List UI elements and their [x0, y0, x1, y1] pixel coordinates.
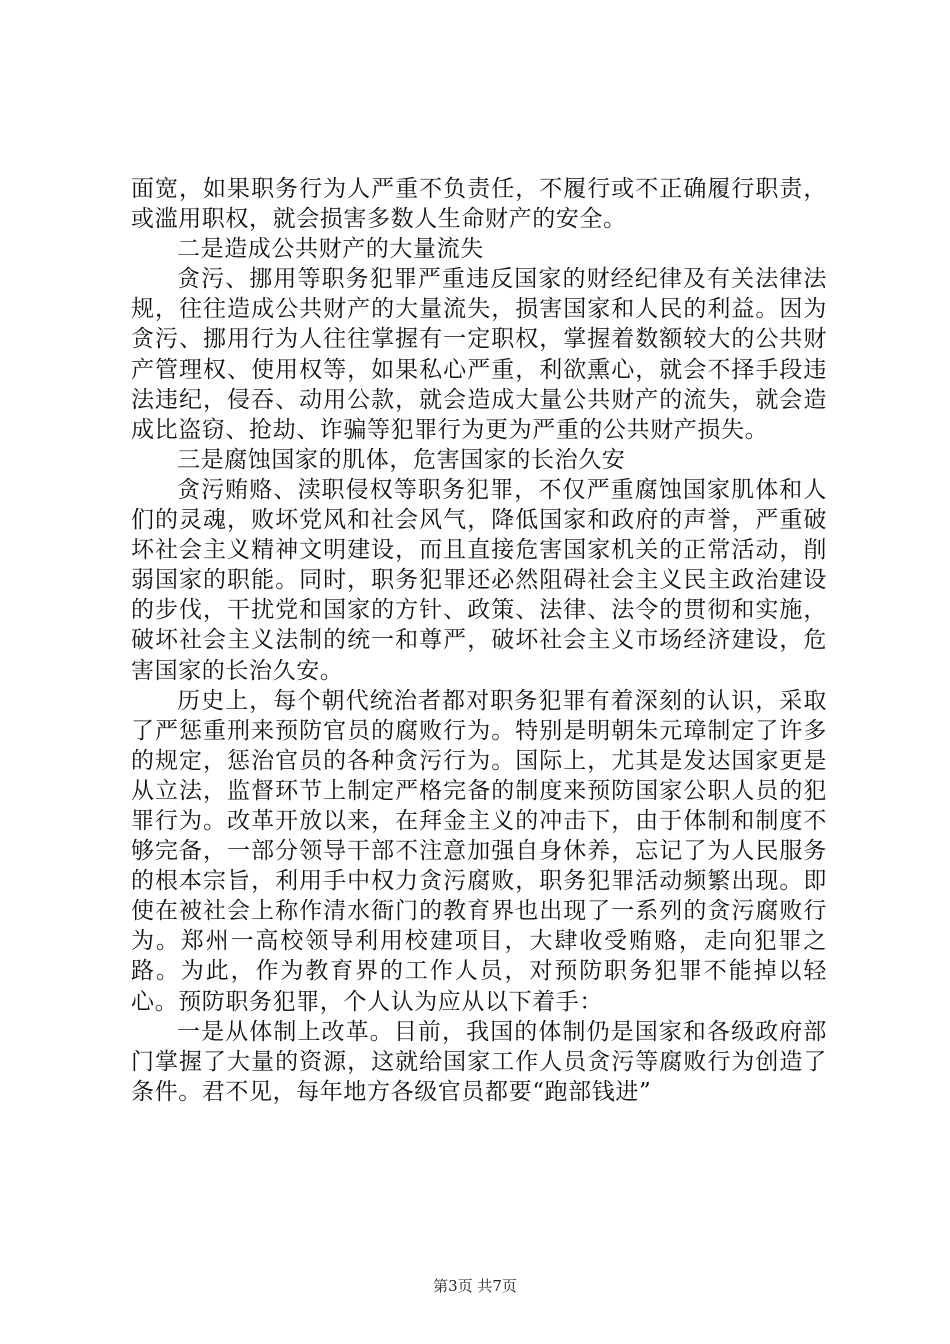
paragraph-continuation: 面宽，如果职务行为人严重不负责任，不履行或不正确履行职责，或滥用职权，就会损害多数人生命财产的安全。 — [131, 176, 827, 233]
document-body — [131, 174, 827, 1107]
paragraph-history: 历史上，每个朝代统治者都对职务犯罪有着深刻的认识，采取了严惩重刑来预防官员的腐败行为。特别是明朝朱元璋制定了许多的规定，惩治官员的各种贪污行为。国际上，尤其是发达国家更是从立法，监督环节上制定严格完备的制度来预防国家公职人员的犯罪行为。改革开放以来，在拜金主义的冲击下，由于体制和制度不够完备，一部分领导干部不注意加强自身休养，忘记了为人民服务的根本宗旨，利用手中权力贪污腐败，职务犯罪活动频繁出现。即使在被社会上称作清水衙门的教育界也出现了一系列的贪污腐败行为。郑州一高校领导利用校建项目，大肆收受贿赂，走向犯罪之路。为此，作为教育界的工作人员，对预防职务犯罪不能掉以轻心。预防职务犯罪，个人认为应从以下着手： — [131, 687, 827, 1015]
section-heading-public-property-loss: 二是造成公共财产的大量流失 — [177, 236, 484, 263]
paragraph-corruption-harm: 贪污贿赂、渎职侵权等职务犯罪，不仅严重腐蚀国家肌体和人们的灵魂，败坏党风和社会风气，降低国家和政府的声誉，严重破坏社会主义精神文明建设，而且直接危害国家机关的正常活动，削弱国家的职能。同时，职务犯罪还必然阻碍社会主义民主政治建设的步伐，干扰党和国家的方针、政策、法律、法令的贯彻和实施，破坏社会主义法制的统一和尊严，破坏社会主义市场经济建设，危害国家的长治久安。 — [131, 476, 827, 684]
section-heading-state-stability: 三是腐蚀国家的肌体，危害国家的长治久安 — [177, 446, 626, 473]
paragraph-system-reform: 一是从体制上改革。目前，我国的体制仍是国家和各级政府部门掌握了大量的资源，这就给国家工作人员贪污等腐败行为创造了条件。君不见，每年地方各级官员都要“跑部钱进” — [131, 1018, 827, 1105]
paragraph-embezzlement: 贪污、挪用等职务犯罪严重违反国家的财经纪律及有关法律法规，往往造成公共财产的大量流失，损害国家和人民的利益。因为贪污、挪用行为人往往掌握有一定职权，掌握着数额较大的公共财产管理权、使用权等，如果私心严重，利欲熏心，就会不择手段违法违纪，侵吞、动用公款，就会造成大量公共财产的流失，就会造成比盗窃、抢劫、诈骗等犯罪行为更为严重的公共财产损失。 — [131, 266, 827, 443]
page-number: 第3页 共7页 — [433, 1277, 517, 1295]
